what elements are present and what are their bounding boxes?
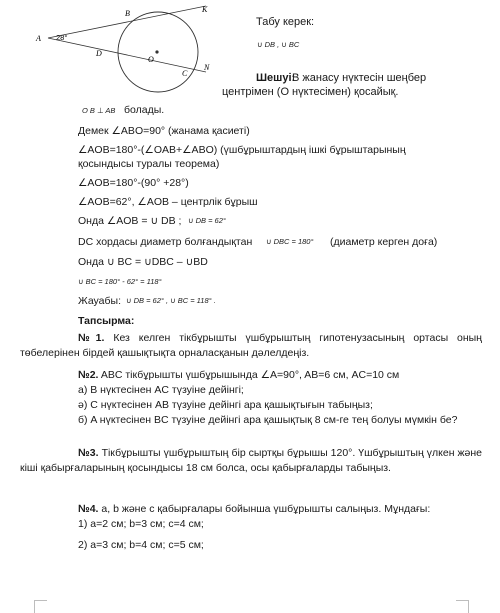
solution-line-4: ∠AOB=180°-(90° +28°) bbox=[78, 177, 189, 189]
angle-label: 28° bbox=[56, 33, 68, 42]
task-3-title: №3. bbox=[78, 447, 99, 459]
solution-line-2: Демек ∠ABO=90° (жанама қасиеті) bbox=[78, 125, 250, 137]
find-arcs: ∪ DB , ∪ BC bbox=[257, 40, 300, 49]
point-c-label: C bbox=[182, 69, 188, 78]
solution-line-6a: Онда ∠AOB = ∪ DB ; bbox=[78, 215, 182, 227]
task-2-a: а) B нүктесінен AC түзуіне дейінгі; bbox=[78, 384, 244, 396]
geometry-diagram bbox=[30, 0, 230, 100]
exercise-heading: Тапсырма: bbox=[78, 315, 135, 327]
solution-line-7b: ∪ DBC = 180° bbox=[266, 237, 314, 246]
point-n-label: N bbox=[204, 63, 210, 72]
point-k-label: K bbox=[202, 5, 208, 14]
solution-line-3a: ∠AOB=180°-(∠OAB+∠ABO) (үшбұрыштардың ішкі бұрыштарының bbox=[78, 144, 406, 156]
solution-line-7c: (диаметр керген доға) bbox=[330, 236, 438, 248]
task-1-title: №1. bbox=[78, 332, 105, 344]
task-4-item-1: 1) a=2 см; b=3 см; c=4 см; bbox=[78, 518, 204, 530]
solution-line-7a: DC хордасы диаметр болғандықтан bbox=[78, 236, 253, 248]
solution-line-8: Онда ∪ BC = ∪DBC – ∪BD bbox=[78, 256, 208, 268]
task-2-title: №2. bbox=[78, 369, 99, 381]
task-1-text: Кез келген тікбұрышты үшбұрыштың гипотенузасының ортасы оның төбелерінен бірдей қашықтықта орналасқанын дәлелдеңіз. bbox=[20, 332, 482, 359]
solution-label: Шешуі: bbox=[256, 72, 296, 84]
task-3 bbox=[20, 446, 482, 476]
find-label: Табу керек: bbox=[256, 16, 315, 28]
perp-formula: O B ⊥ AB bbox=[82, 106, 116, 115]
secant-line-an bbox=[48, 38, 206, 72]
task-2 bbox=[20, 368, 482, 428]
answer-label: Жауабы: bbox=[78, 295, 121, 307]
solution-line-3b: қосындысы туралы теорема) bbox=[78, 158, 220, 170]
perp-suffix: болады. bbox=[124, 104, 165, 116]
point-d-label: D bbox=[96, 49, 102, 58]
crop-corner-left bbox=[34, 600, 47, 613]
solution-line-5: ∠AOB=62°, ∠AOB – центрлік бұрыш bbox=[78, 196, 258, 208]
task-4-title: №4. bbox=[78, 503, 99, 515]
task-2-c: б) A нүктесінен BC түзуіне дейінгі ара қашықтық 8 см-ге тең болуы мүмкін бе? bbox=[78, 414, 458, 426]
task-4 bbox=[20, 502, 482, 553]
solution-text-1: В жанасу нүктесін шеңбер bbox=[292, 72, 427, 84]
solution-line-9: ∪ BC = 180° - 62° = 118° bbox=[78, 277, 162, 286]
point-a-label: A bbox=[36, 34, 41, 43]
task-1 bbox=[20, 331, 482, 361]
point-o-label: O bbox=[148, 55, 154, 64]
point-b-label: B bbox=[125, 9, 130, 18]
task-2-b: ә) C нүктесінен AB түзуіне дейінгі ара қашықтығын табыңыз; bbox=[78, 399, 373, 411]
task-4-text: a, b және c қабырғалары бойынша үшбұрышты салыңыз. Мұндағы: bbox=[101, 503, 431, 515]
solution-text-2: центрімен (О нүктесімен) қосайық. bbox=[222, 86, 399, 98]
crop-corner-right bbox=[456, 600, 469, 613]
task-4-item-2: 2) a=3 см; b=4 см; c=5 см; bbox=[78, 539, 204, 551]
center-point-o bbox=[155, 50, 158, 53]
answer-values: ∪ DB = 62° , ∪ BC = 118° . bbox=[126, 296, 216, 305]
task-3-text: Тікбұрышты үшбұрыштың бір сыртқы бұрышы 120°. Үшбұрыштың үлкен және кіші қабырғаларының қосындысы 18 см болса, осы қабырғаларды табыңыз. bbox=[20, 447, 482, 474]
solution-line-6b: ∪ DB = 62° bbox=[188, 216, 226, 225]
task-2-head: ABC тікбұрышты үшбұрышында ∠A=90°, AB=6 см, AC=10 см bbox=[100, 369, 400, 381]
